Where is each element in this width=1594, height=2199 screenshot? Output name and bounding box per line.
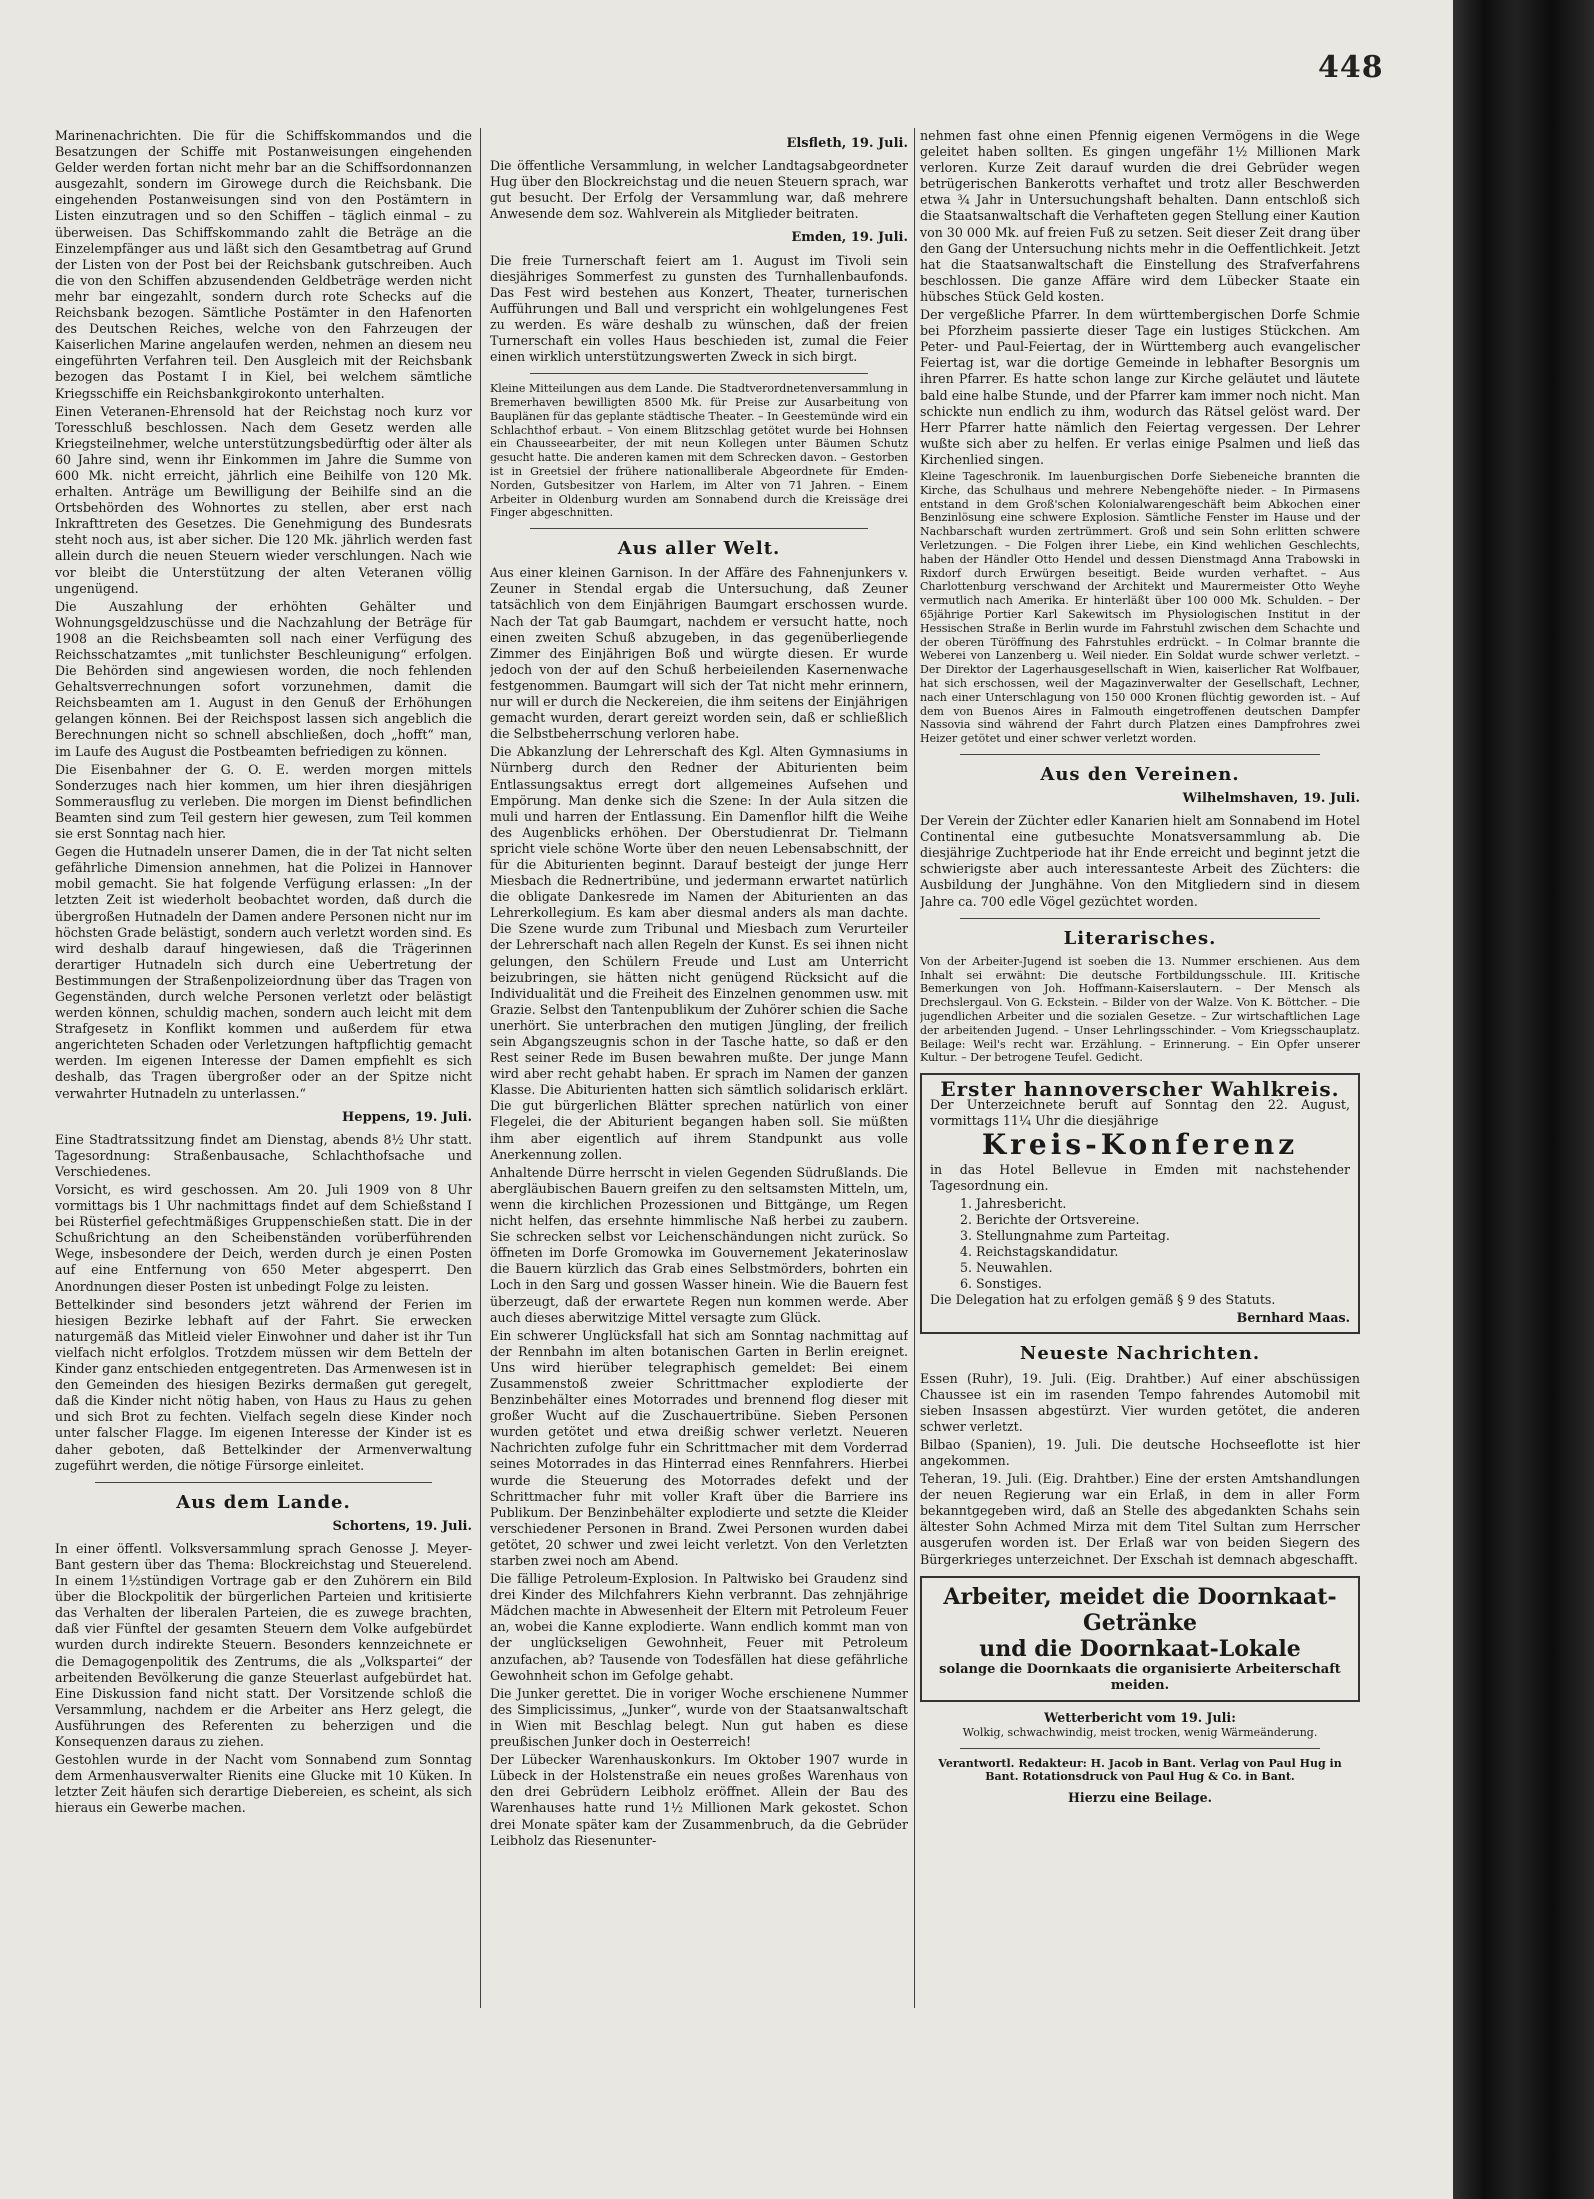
article-arbeiter-jugend: Von der Arbeiter-Jugend ist soeben die 13. Nummer erschienen. Aus dem Inhalt sei erwähnt: Die deutsche Fortbildungsschule. III. Kritische Bemerkungen von Joh. Hoffmann-Kaiserslautern. – Der Mensch als Drechslergaul. Von G. Eckstein. – Bilder von der Walze. Von K. Böttcher. – Die jugendlichen Arbeiter und die sozialen Gesetze. – Zur wirtschaftlichen Lage der arbeitenden Jugend. – Unser Lehrlingsschinder. – Vom Kriegsschauplatz. Beilage: Weil's recht war. Erzählung. – Erinnerung. – Ein Opfer unserer Kultur. – Der betrogene Teufel. Gedicht. — [920, 954, 1360, 1065]
agenda-item: 3. Stellungnahme zum Parteitag. — [960, 1227, 1170, 1243]
ad-line-3: solange die Doornkaats die organisierte Arbeiterschaft meiden. — [939, 1661, 1341, 1693]
article-kleine-mitteilungen: Kleine Mitteilungen aus dem Lande. Die Stadtverordnetenversammlung in Bremerhaven bewilligten 8500 Mk. für Preise zur Ausarbeitung von Bauplänen für das geplante städtische Theater. – In Geestemünde wird ein Schlachthof erbaut. – Von einem Blitzschlag getötet wurde bei Hohnsen ein Chausseearbeiter, der mit neun Kollegen unter Bäumen Schutz gesucht hatte. Die anderen kamen mit dem Schrecken davon. – Gestorben ist in Greetsiel der frühere nationalliberale Abgeordnete für Emden-Norden, Gutsbesitzer von Harlem, im Alter von 71 Jahren. – Einem Arbeiter in Oldenburg wurden am Sonnabend durch die Kreissäge drei Finger abgeschnitten. — [490, 382, 908, 520]
article-abkanzlung: Die Abkanzlung der Lehrerschaft des Kgl. Alten Gymnasiums in Nürnberg durch den Redner der Abiturienten beim Entlassungsaktus erregt dort allgemeines Aufsehen und Empörung. Man denke sich die Szene: In der Aula sitzen die muli und harren der Entlassung. Ein Damenflor hilft die Weihe des Augenblicks erhöhen. Der Oberstudienrat Dr. Tielmann spricht viele schöne Worte über den neuen Lebensabschnitt, der für die Abiturienten beginnt. Darauf besteigt der junge Herr Miesbach die Rednertribüne, und jedermann erwartet natürlich die obligate Dankesrede im Namen der Abiturienten an das Lehrerkollegium. Es kam aber diesmal anders als man dachte. Die Szene wurde zum Tribunal und Miesbach zum Verurteiler der Lehrerschaft nach allen Regeln der Kunst. Es sei ihnen nicht gelungen, den Schülern Freude und Lust am Unterricht beizubringen, sie hätten nicht genügend Rücksicht auf die Individualität und die Freiheit des Einzelnen genommen usw. mit Grazie. Selbst den Tantenpublikum der Zuhörer schien die Sache unerhört. Sie unterbrachen den mutigen Jüngling, der freilich sein Abgangszeugnis schon in der Tasche hatte, so daß er den Rest seiner Rede im Busen bewahren mußte. Der junge Mann wird aber recht gehabt haben. Er sprach im Namen der ganzen Klasse. Die Abiturienten hatten sich sämtlich solidarisch erklärt. Die gut bürgerlichen Blätter sprechen natürlich von einer Flegelei, die der Abiturient begangen haben soll. Sie müßten ihm aber eigentlich auf ihrem Standpunkt aus volle Anerkennung zollen. — [490, 744, 908, 1162]
weather-title: Wetterbericht vom 19. Juli: — [1044, 1709, 1236, 1725]
column-rule — [914, 128, 915, 2008]
article-gehaelter: Die Auszahlung der erhöhten Gehälter und Wohnungsgeldzuschüsse und die Nachzahlung der Beträge für 1908 an die Reichsbeamten soll nach einer Verfügung des Reichsschatzamtes „mit tunlichster Beschleunigung“ erfolgen. Die Behörden sind angewiesen worden, die noch fehlenden Gehaltsverrechnungen sofort vorzunehmen, damit die Reichsbeamten am 1. August in den Genuß der Erhöhungen gelangen können. Bei der Reichspost lassen sich angeblich die Berechnungen nicht so schnell abschließen, doch „hofft“ man, im Laufe des August die Postbeamten befriedigen zu können. — [55, 598, 472, 759]
news-bilbao: Bilbao (Spanien), 19. Juli. Die deutsche Hochseeflotte ist hier angekommen. — [920, 1436, 1360, 1468]
agenda-item: 4. Reichstagskandidatur. — [960, 1243, 1119, 1259]
article-marine: Marinenachrichten. Die für die Schiffskommandos und die Besatzungen der Schiffe mit Postanweisungen eingehenden Gelder werden fortan nicht mehr bar an die Schiffsordonnanzen ausgezahlt, sondern im Girowege durch die Reichsbank. Die eingehenden Postanweisungen sind von den Postämtern in Listen einzutragen und so den Schiffen – täglich einmal – zu überweisen. Das Schiffskommando zahlt die Beträge an die Einzelempfänger aus und läßt sich den Gesamtbetrag auf Grund der Listen von der Post bei der Reichsbank gutschreiben. Auch die von den Schiffen abzusendenden Geldbeträge werden nicht mehr bar eingezahlt, sondern durch rote Schecks auf die Reichsbank bezogen. Sämtliche Postämter in den Hafenorten des Deutschen Reiches, welche von den Fahrzeugen der Kaiserlichen Marine angelaufen werden, nehmen an diesem neu eingeführten Verfahren teil. Den Ausgleich mit der Reichsbank bezogen das Postamt I in Kiel, bei welchem sämtliche Kriegsschiffe ein Reichsbankgirokonto unterhalten. — [55, 128, 472, 401]
ad-line-1: Arbeiter, meidet die Doornkaat-Getränke — [943, 1583, 1337, 1636]
news-teheran: Teheran, 19. Juli. (Eig. Drahtber.) Eine der ersten Amtshandlungen der neuen Regierung war ein Erlaß, in dem in aller Form bekanntgegeben wird, daß an Stelle des abgedankten Schahs sein ältester Sohn Achmed Mirza mit dem Titel Sultan zum Herrscher ausgerufen worden ist. Der Erlaß war von beiden Siegern des Bürgerkrieges unterzeichnet. Der Exschah ist demnach abgeschafft. — [920, 1471, 1360, 1567]
agenda-item: 6. Sonstiges. — [960, 1276, 1042, 1292]
ad-note: Die Delegation hat zu erfolgen gemäß § 9 des Statuts. — [930, 1292, 1276, 1308]
article-duerre: Anhaltende Dürre herrscht in vielen Gegenden Südrußlands. Die abergläubischen Bauern greifen zu den seltsamsten Mitteln, um, wenn die kirchlichen Prozessionen und Bittgänge, um Regen nicht helfen, das ersehnte himmlische Naß herbei zu zaubern. Sie schrecken selbst vor Leichenschändungen nicht zurück. So öffneten im Dorfe Gromowka im Gouvernement Jekaterinoslaw die Bauern kürzlich das Grab eines Selbstmörders, bohrten ein Loch in den Sarg und gossen Wasser hinein. Wie die Bauern fest überzeugt, daß der erwartete Regen nun kommen werde. Aber auch dieses aberwitzige Mittel versagte zum Glück. — [490, 1164, 908, 1325]
agenda-item: 5. Neuwahlen. — [960, 1260, 1053, 1276]
page-number: 448 — [1318, 50, 1384, 85]
separator — [960, 754, 1320, 755]
separator — [95, 1482, 432, 1483]
separator — [530, 528, 868, 529]
dateline-emden: Emden, 19. Juli. — [791, 230, 908, 246]
article-warenhaus: Der Lübecker Warenhauskonkurs. Im Oktober 1907 wurde in Lübeck in der Holstenstraße ein neues großes Warenhaus von den drei Gebrüdern Leibholz eröffnet. Allein der Bau des Warenhauses hatte rund 1½ Millionen Mark gekostet. Schon drei Monate später kam der Zusammenbruch, da die Gebrüder Leibholz das Riesenunter- — [490, 1752, 908, 1848]
article-stadtrat: Eine Stadtratssitzung findet am Dienstag, abends 8½ Uhr statt. Tagesordnung: Straßenbausache, Schlachthofsache und Verschiedenes. — [55, 1131, 472, 1179]
column-rule — [480, 128, 481, 2008]
separator — [530, 373, 868, 374]
article-volksversammlung: In einer öffentl. Volksversammlung sprach Genosse J. Meyer-Bant gestern über das Thema: Blockreichstag und Steuerelend. In einem 1½stündigen Vortrage gab er den Zuhörern ein Bild über die Blockpolitik der bürgerlichen Parteien und kritisierte das Verhalten der liberalen Parteien, die es zuwege brachten, daß vier Fünftel der gesamten Steuern dem Volke aufgebürdet wurden durch indirekte Steuern. Besonders kennzeichnete er die Demagogenpolitik des Zentrums, die als „Volkspartei“ der arbeitenden Bevölkerung die ganze Steuerlast aufgebürdet hat. Eine Diskussion fand nicht statt. Der Vorsitzende schloß die Versammlung, nachdem er die Arbeiter ans Herz gelegt, die Ausführungen des Referenten zu beherzigen und die Konsequenzen daraus zu ziehen. — [55, 1540, 472, 1749]
book-binding — [1453, 0, 1594, 2199]
article-eisenbahner: Die Eisenbahner der G. O. E. werden morgen mittels Sonderzuges nach hier kommen, um hier ihren diesjährigen Sommerausflug zu verleben. Die morgen im Dienst befindlichen Beamten sind zum Teil gestern hier gewesen, zum Teil kommen sie erst Sonntag nach hier. — [55, 761, 472, 842]
article-tageschronik: Kleine Tageschronik. Im lauenburgischen Dorfe Siebeneiche brannten die Kirche, das Schulhaus und mehrere Nebengehöfte nieder. – In Pirmasens entstand in dem Groß'schen Kolonialwarengeschäft beim Abkochen einer Benzinlösung eine schwere Explosion. Sämtliche Fenster im Hause und der Nachbarschaft wurden zertrümmert. Groß und sein Sohn erlitten schwere Verletzungen. – Die Folgen ihrer Liebe, ein Kind wehlichen Geschlechts, haben der Händler Otto Hendel und dessen Dienstmagd Anna Trabowski in Rixdorf durch Erwürgen beseitigt. Beide wurden verhaftet. – Aus Charlottenburg verschwand der Architekt und Maurermeister Otto Weyhe vermutlich nach Amerika. Er hinterläßt über 100 000 Mk. Schulden. – Der 65jährige Portier Karl Sakewitsch im Physiologischen Institut in der Hessischen Straße in Berlin wurde im Fahrstuhl zwischen dem Schachte und der oberen Türöffnung des Fahrstuhles erdrückt. – In Colmar brannte die Weberei von Lanzenberg u. Weil nieder. Ein Soldat wurde schwer verletzt. – Der Direktor der Lagerhausgesellschaft in Wien, kaiserlicher Rat Wolfbauer, hat sich erschossen, weil der Magazinverwalter der Gesellschaft, Lechner, nach einer Unterschlagung von 150 000 Kronen flüchtig geworden ist. – Auf dem von Buenos Aires in Falmouth eingetroffenen deutschen Dampfer Nassovia sind während der Fahrt durch Platzen eines Dampfrohres zwei Heizer getötet und einer schwer verletzt worden. — [920, 469, 1360, 746]
agenda-item: 2. Berichte der Ortsvereine. — [960, 1211, 1140, 1227]
ad-place: in das Hotel Bellevue in Emden mit nachstehender Tagesordnung ein. — [930, 1161, 1350, 1193]
ad-title: Erster hannoverscher Wahlkreis. — [940, 1077, 1340, 1102]
article-veteranen: Einen Veteranen-Ehrensold hat der Reichstag noch kurz vor Toresschluß beschlossen. Nach dem Gesetz werden alle Kriegsteilnehmer, welche unterstützungsbedürftig oder älter als 60 Jahre sind, wenn ihr Einkommen im Jahre die Summe von 600 Mk. nicht erreicht, jährlich eine Beihilfe von 120 Mk. erhalten. Anträge um Bewilligung der Beihilfe sind an die Ortsbehörden des Wohnortes zu stellen, aber erst nach Inkrafttreten des Gesetzes. Die Genehmigung des Bundesrats steht noch aus, ist aber sicher. Die 120 Mk. jährlich werden fast allein durch die neuen Steuern wieder verschlungen. Nach wie vor bleibt die Unterstützung der alten Veteranen völlig ungenügend. — [55, 403, 472, 596]
weather-report: Wolkig, schwachwindig, meist trocken, wenig Wärmeänderung. — [962, 1725, 1318, 1739]
section-heading-lande: Aus dem Lande. — [176, 1491, 351, 1513]
article-ungluecksfall: Ein schwerer Unglücksfall hat sich am Sonntag nachmittag auf der Rennbahn im alten botanischen Garten in Berlin ereignet. Uns wird hierüber telegraphisch gemeldet: Bei einem Zusammenstoß zweier Schrittmacher explodierte der Benzinbehälter eines Motorrades und brennend flog dieser mit großer Wucht auf die Zuschauertribüne. Sieben Personen wurden getötet und etwa dreißig schwer verletzt. Neueren Nachrichten zufolge fuhr ein Schrittmacher mit dem Vorderrad seines Motorrades in das Hinterrad eines Rennfahrers. Hierbei wurde die Steuerung des Motorrades defekt und der Schrittmacher fuhr mit voller Kraft über die Barriere ins Publikum. Der Benzinbehälter explodierte und setzte die Kleider verschiedener Personen in Brand. Zwei Personen wurden dabei getötet, 20 schwer und zwei leicht verletzt. Von den Verletzten starben zwei noch am Abend. — [490, 1327, 908, 1568]
ad-headline: Kreis-Konferenz — [981, 1128, 1299, 1162]
advertisement-kreis-konferenz — [920, 1073, 1360, 1334]
article-garnison: Aus einer kleinen Garnison. In der Affäre des Fahnenjunkers v. Zeuner in Stendal ergab die Untersuchung, daß Zeuner tatsächlich von dem Einjährigen Baumgart erschossen wurde. Nach der Tat gab Baumgart, nachdem er versucht hatte, noch einen zweiten Schuß abzugeben, in das gegenüberliegende Zimmer des Einjährigen Boß und würgte diesen. Er wurde jedoch von der auf den Schuß herbeieilenden Kasernenwache festgenommen. Baumgart will sich der Tat nicht mehr erinnern, nur will er durch die Neckereien, die ihm seitens der Einjährigen gemacht wurden, derart gereizt worden sein, daß er schließlich die Selbstbeherrschung verloren habe. — [490, 565, 908, 742]
article-warenhaus-cont: nehmen fast ohne einen Pfennig eigenen Vermögens in die Wege geleitet haben sollten. Es gingen ungefähr 1½ Millionen Mark verloren. Kurze Zeit darauf wurden die drei Gebrüder wegen betrügerischen Bankerotts verhaftet und trotz aller Beschwerden etwa ¾ Jahr in Untersuchungshaft behalten. Dann entschloß sich die Staatsanwaltschaft die Verhafteten gegen Stellung einer Kaution von 30 000 Mk. auf freien Fuß zu setzen. Seit dieser Zeit drang über den Gang der Untersuchung nichts mehr in die Oeffentlichkeit. Jetzt hat die Staatsanwaltschaft die Einstellung des Strafverfahrens beschlossen. Die ganze Affäre wird dem Lübecker Staate ein hübsches Stück Geld kosten. — [920, 128, 1360, 304]
section-heading-vereine: Aus den Vereinen. — [1040, 763, 1240, 785]
article-schiessen: Vorsicht, es wird geschossen. Am 20. Juli 1909 von 8 Uhr vormittags bis 1 Uhr nachmittags findet auf dem Schießstand I bei Rüsterfiel gefechtmäßiges Gruppenschießen statt. Die in der Schußrichtung an den Scheibenständen vorüberführenden Wege, insbesondere der Deich, werden durch je einen Posten auf eine Entfernung von 650 Meter abgesperrt. Den Anordnungen dieser Posten ist unbedingt Folge zu leisten. — [55, 1182, 472, 1294]
section-heading-literarisches: Literarisches. — [1063, 927, 1217, 949]
imprint: Verantwortl. Redakteur: H. Jacob in Bant. Verlag von Paul Hug in Bant. Rotationsdruck von Paul Hug & Co. in Bant. — [938, 1756, 1342, 1784]
article-versammlung: Die öffentliche Versammlung, in welcher Landtagsabgeordneter Hug über den Blockreichstag und die neuen Steuern sprach, war gut besucht. Der Erfolg der Versammlung war, daß mehrere Anwesende dem soz. Wahlverein als Mitglieder beitraten. — [490, 158, 908, 222]
agenda-item: 1. Jahresbericht. — [960, 1195, 1067, 1211]
ad-intro: Der Unterzeichnete beruft auf Sonntag den 22. August, vormittags 11¼ Uhr die diesjährige — [930, 1097, 1350, 1129]
news-essen: Essen (Ruhr), 19. Juli. (Eig. Drahtber.) Auf einer abschüssigen Chaussee ist ein im rasenden Tempo fahrendes Automobil mit sieben Insassen abgestürzt. Vier wurden getötet, die anderen schwer verletzt. — [920, 1370, 1360, 1434]
section-heading-neueste: Neueste Nachrichten. — [1019, 1343, 1261, 1365]
article-petroleum: Die fällige Petroleum-Explosion. In Paltwisko bei Graudenz sind drei Kinder des Milchfahrers Kiehn verbrannt. Das zehnjährige Mädchen machte in Abwesenheit der Eltern mit Petroleum Feuer an, wobei die Kanne explodierte. Wann endlich kommt man von der unglückseligen Gewohnheit, Feuer mit Petroleum anzufachen, ab? Tausende von Todesfällen hat diese gefährliche Gewohnheit schon im Gefolge gehabt. — [490, 1571, 908, 1683]
dateline-elsfleth: Elsfleth, 19. Juli. — [786, 136, 908, 151]
article-pfarrer: Der vergeßliche Pfarrer. In dem württembergischen Dorfe Schmie bei Pforzheim passierte dieser Tage ein lustiges Stückchen. Am Peter- und Paul-Feiertag, der in Württemberg auch evangelischer Feiertag ist, war die dortige Gemeinde in lebhafter Besorgnis um ihren Pfarrer. Es hatte schon lange zur Kirche geläutet und läutete bald eine halbe Stunde, und der Pfarrer kam immer noch nicht. Man schickte nun endlich zu ihm, wodurch das Rätsel gelöst ward. Der Herr Pfarrer hatte nämlich den Feiertag vergessen. Der Lehrer wußte sich aber zu helfen. Er verlas einige Psalmen und ließ das Kirchenlied singen. — [920, 307, 1360, 467]
ad-signature: Bernhard Maas. — [1236, 1310, 1350, 1326]
article-turnerschaft: Die freie Turnerschaft feiert am 1. August im Tivoli sein diesjähriges Sommerfest zu gunsten des Turnhallenbaufonds. Das Fest wird bestehen aus Konzert, Theater, turnerischen Aufführungen und Ball und verspricht ein wohlgelungenes Fest zu werden. Es wäre deshalb zu wünschen, daß der freien Turnerschaft ein volles Haus beschieden ist, zumal die Feier einen wirklich unterstützungswerten Zweck in sich birgt. — [490, 252, 908, 365]
supplement-note: Hierzu eine Beilage. — [1068, 1790, 1212, 1806]
article-gestohlen: Gestohlen wurde in der Nacht vom Sonnabend zum Sonntag dem Armenhausverwalter Rienits eine Glucke mit 10 Küken. In letzter Zeit häufen sich derartige Diebereien, es scheint, als sich hieraus ein Gewerbe machen. — [55, 1752, 472, 1816]
dateline-heppens: Heppens, 19. Juli. — [342, 1109, 472, 1125]
article-junker: Die Junker gerettet. Die in voriger Woche erschienene Nummer des Simplicissimus, „Junker“, wurde von der Staatsanwaltschaft in Wien mit Beschlag belegt. Nun gut haben es diese preußischen Junker doch in Oesterreich! — [490, 1685, 908, 1750]
column-2 — [490, 128, 908, 2158]
separator — [960, 1748, 1320, 1749]
column-3 — [920, 128, 1360, 2158]
separator — [960, 918, 1320, 919]
advertisement-doornkaat — [920, 1576, 1360, 1702]
dateline-wilhelmshaven: Wilhelmshaven, 19. Juli. — [1182, 791, 1360, 806]
article-bettelkinder: Bettelkinder sind besonders jetzt während der Ferien im hiesigen Bezirke lebhaft auf der Fahrt. Sie erwecken naturgemäß das Mitleid vieler Einwohner und daher ist ihr Tun vielfach nicht erfolglos. Trotzdem müssen wir dem Betteln der Kinder ganz entschieden entgegentreten. Das Armenwesen ist in den Gemeinden des hiesigen Bezirks dermaßen gut geregelt, daß die Kinder nicht nötig haben, von Haus zu Haus zu gehen und sich Brot zu fechten. Vielfach segeln diese Kinder noch unter falscher Flagge. Im eigenen Interesse der Kinder ist es daher geboten, daß Bettelkinder der Armenverwaltung zugeführt werden, die nötige Fürsorge einleitet. — [55, 1296, 472, 1473]
article-hutnadeln: Gegen die Hutnadeln unserer Damen, die in der Tat nicht selten gefährliche Dimension annehmen, hat die Polizei in Hannover mobil gemacht. Sie hat folgende Verfügung erlassen: „In der letzten Zeit ist wiederholt beobachtet worden, daß durch die übergroßen Hutnadeln der Damen andere Personen nicht nur im höchsten Grade belästigt, sondern auch verletzt worden sind. Es wird deshalb darauf hingewiesen, daß die Trägerinnen derartiger Hutnadeln sich durch eine Uebertretung der Bestimmungen der Straßenpolizeiordnung über das Tragen von Gegenständen, durch welche Personen verletzt oder belästigt werden können, schuldig machen, sondern auch leicht mit dem Strafgesetz in Konflikt kommen und außerdem für etwa angerichteten Schaden oder Verletzungen haftpflichtig gemacht werden. Im eigenen Interesse der Damen empfiehlt es sich deshalb, das Tragen übergroßer oder an der Spitze nicht verwahrter Hutnadeln zu unterlassen.“ — [55, 844, 472, 1101]
column-1 — [55, 128, 472, 2158]
article-kanarien: Der Verein der Züchter edler Kanarien hielt am Sonnabend im Hotel Continental eine gutbesuchte Monatsversammlung ab. Die diesjährige Zuchtperiode hat ihr Ende erreicht und beginnt jetzt die schwierigste aber auch interessanteste Arbeit des Züchters: die Ausbildung der Junghähne. Von den Mitgliedern sind in diesem Jahre ca. 700 edle Vögel gezüchtet worden. — [920, 813, 1360, 909]
ad-line-2: und die Doornkaat-Lokale — [979, 1635, 1301, 1662]
dateline-schortens: Schortens, 19. Juli. — [332, 1518, 472, 1534]
section-heading-welt: Aus aller Welt. — [617, 538, 781, 560]
